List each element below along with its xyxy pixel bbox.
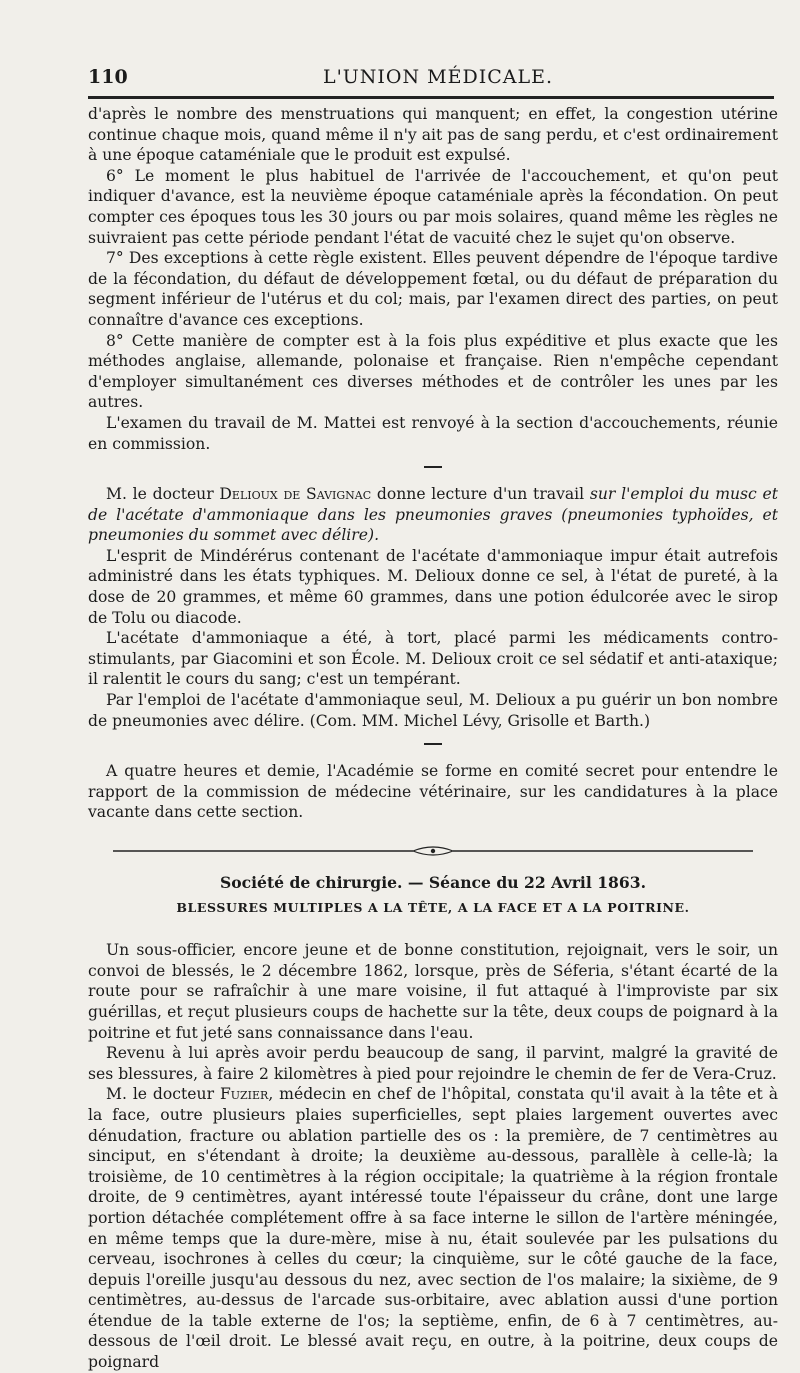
header-rule [88, 96, 774, 99]
paragraph: Un sous-officier, encore jeune et de bonne constitution, rejoignait, vers le soir, un convoi de blessés, le 2 décembre 1862, lorsque, près de Séferia, s'étant écarté de la route pour se rafraîchir à une mare voisine, il fut attaqué à l'improviste par six guérillas, et reçut plusieurs coups de hachette sur la tête, deux coups de poignard à la poitrine et fut jeté sans connaissance dans l'eau. [88, 941, 778, 1042]
paragraph: Par l'emploi de l'acétate d'ammoniaque seul, M. Delioux a pu guérir un bon nombre de pneumonies avec délire. (Com. MM. Michel Lévy, Grisolle et Barth.) [88, 691, 778, 730]
page-number: 110 [88, 66, 128, 88]
paragraph: 6° Le moment le plus habituel de l'arrivée de l'accouchement, et qu'on peut indiquer d'avance, est la neuvième époque cataméniale après la fécondation. On peut compter ces époques tous les 30 jours ou par mois solaires, quand même les règles ne suivraient pas cette période pendant l'état de vacuité chez le sujet qu'on observe. [88, 166, 778, 247]
paragraph: d'après le nombre des menstruations qui manquent; en effet, la congestion utérine continue chaque mois, quand même il n'y ait pas de sang perdu, et c'est ordinairement à une époque cataméniale que le produit est expulsé. [88, 105, 778, 165]
paragraph: 7° Des exceptions à cette règle existent. Elles peuvent dépendre de l'époque tardive de la fécondation, du défaut de développement fœtal, ou du défaut de préparation du segment inférieur de l'utérus et du col; mais, par l'examen direct des parties, on peut connaître d'avance ces exceptions. [88, 249, 778, 329]
separator-dash [424, 743, 442, 745]
intro-mid: donne lecture d'un travail [371, 485, 590, 504]
running-head [88, 66, 788, 90]
author-name: Delioux de Savignac [219, 485, 372, 504]
section-heading: Société de chirurgie. — Séance du 22 Avril 1863. [219, 873, 647, 892]
work-title: sur l'emploi du musc et de l'acétate d'ammoniaque dans les pneumonies graves (pneumonies typhoïdes, et pneumonies du sommet avec délire). [88, 485, 778, 545]
fuzier-prefix: M. le docteur [106, 1085, 220, 1104]
paragraph: L'acétate d'ammoniaque a été, à tort, placé parmi les médicaments contro-stimulants, par Giacomini et son École. M. Delioux croit ce sel sédatif et anti-ataxique; il ralentit le cours du sang; c'est un tempérant. [88, 629, 778, 689]
article-body [88, 104, 778, 1373]
section-subheading: BLESSURES MULTIPLES A LA TÊTE, A LA FACE ET A LA POITRINE. [176, 899, 690, 915]
paragraph: L'examen du travail de M. Mattei est renvoyé à la section d'accouchements, réunie en commission. [88, 413, 778, 453]
delioux-intro [88, 484, 778, 546]
paragraph: L'esprit de Mindérérus contenant de l'acétate d'ammoniaque impur était autrefois administré dans les états typhiques. M. Delioux donne ce sel, à l'état de pureté, à la dose de 20 grammes, et même 60 grammes, dans une potion édulcorée avec le sirop de Tolu ou diacode. [88, 546, 778, 627]
paragraph: 8° Cette manière de compter est à la fois plus expéditive et plus exacte que les méthodes anglaise, allemande, polonaise et française. Rien n'empêche cependant d'employer simultanément ces diverses méthodes et de contrôler les unes par les autres. [88, 331, 778, 412]
separator-dash [424, 466, 442, 468]
ornamental-rule [113, 843, 753, 859]
paragraph: Revenu à lui après avoir perdu beaucoup de sang, il parvint, malgré la gravité de ses blessures, à faire 2 kilomètres à pied pour rejoindre le chemin de fer de Vera-Cruz. [88, 1044, 778, 1083]
author-name: Fuzier [219, 1085, 269, 1104]
intro-prefix: M. le docteur [106, 485, 220, 504]
fuzier-paragraph [88, 1084, 778, 1372]
journal-title: L'UNION MÉDICALE. [322, 66, 554, 88]
fuzier-text: , médecin en chef de l'hôpital, constata qu'il avait à la tête et à la face, outre plusieurs plaies superficielles, sept plaies largement ouvertes avec dénudation, fracture ou ablation partielle des os : la première, de 7 centimètres au sinciput, en s'étendant à droite; la deuxième au-dessous, parallèle à celle-là; la troisième, de 10 centimètres à la région occipitale; la quatrième à la région frontale droite, de 9 centimètres, ayant intéressé toute l'épaisseur du crâne, dont une large portion détachée complétement offre à sa face interne le sillon de l'artère méningée, en même temps que la dure-mère, mise à nu, était soulevée par les pulsations du cerveau, isochrones à celles du cœur; la cinquième, sur le côté gauche de la face, depuis l'oreille jusqu'au dessous du nez, avec section de l'os malaire; la sixième, de 9 centimètres, au-dessus de l'arcade sus-orbitaire, avec ablation aussi d'une portion étendue de la table externe de l'os; la septième, enfin, de 6 à 7 centimètres, au-dessous de l'œil droit. Le blessé avait reçu, en outre, à la poitrine, deux coups de poignard [88, 1085, 778, 1372]
committee-paragraph: A quatre heures et demie, l'Académie se forme en comité secret pour entendre le rapport de la commission de médecine vétérinaire, sur les candidatures à la place vacante dans cette section. [88, 762, 778, 822]
